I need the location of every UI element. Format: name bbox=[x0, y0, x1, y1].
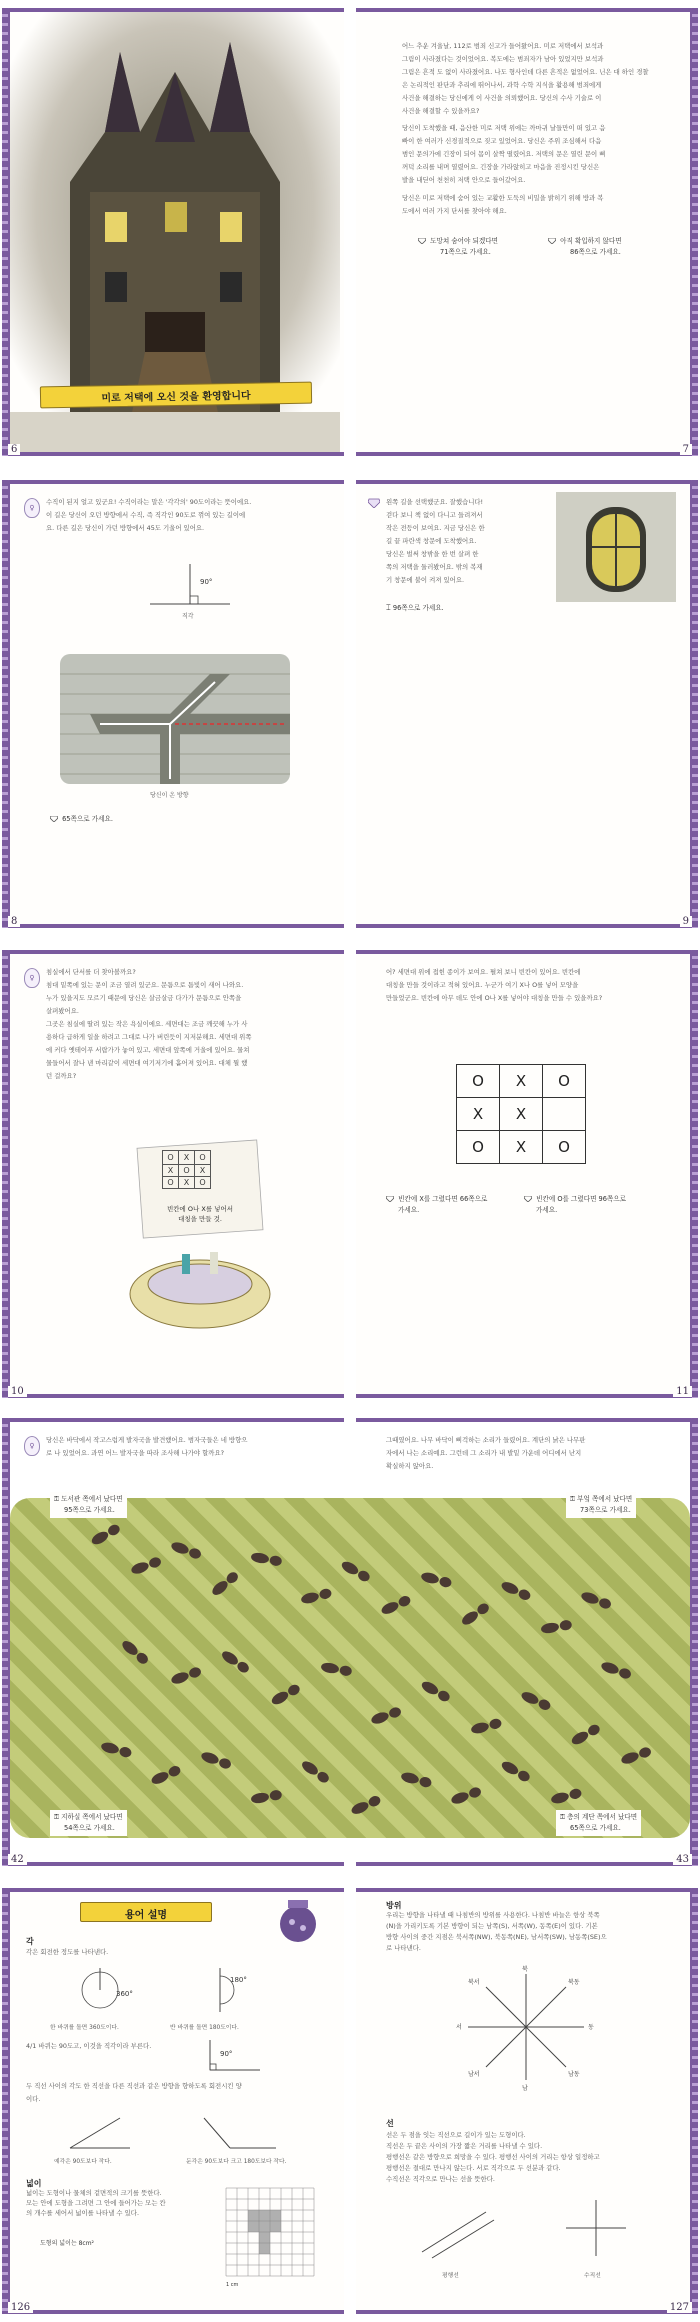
choice-library-line2: 95쪽으로 가세요. bbox=[64, 1506, 115, 1514]
key-icon: ⚿ bbox=[560, 1813, 566, 1821]
text-line: 이 길은 당신이 오던 방향에서 수직, 즉 직각인 90도로 꺾여 있는 길이에 bbox=[46, 511, 246, 519]
area-grid-diagram bbox=[206, 2184, 326, 2294]
text-line: 직선은 두 끝은 사이의 가장 짧은 거리를 나타낼 수 있다. bbox=[386, 2142, 543, 2150]
glossary-title-banner bbox=[80, 1902, 212, 1922]
page-number: 7 bbox=[680, 444, 692, 455]
page-number: 10 bbox=[8, 1386, 27, 1397]
text-line: 어느 추운 겨울날, 112로 범죄 신고가 들어왔어요. 미로 저택에서 보석과 bbox=[402, 42, 604, 50]
text-line: 확실하지 않아요. bbox=[386, 1462, 434, 1470]
paper-symmetry-grid bbox=[162, 1150, 211, 1189]
choice-continue[interactable] bbox=[548, 236, 668, 258]
text-line: 걷다 보니 책 없이 다니고 들려져서 bbox=[386, 511, 483, 519]
text-line: 대칭을 만들 것이라고 적혀 있어요. 누군가 여기 X나 O를 넣어 모양을 bbox=[386, 981, 579, 989]
text-line: 평행선은 같은 방향으로 희망을 수 있다. 평행선 사이의 거리는 항상 일정하고 bbox=[386, 2153, 600, 2161]
term-direction: 방위 bbox=[386, 1901, 402, 1910]
choice-stairs-line2: 65쪽으로 가세요. bbox=[570, 1824, 621, 1832]
text-line: 물들어서 잘나 낸 마리같이 세면대 여기저기에 흩어져 있어요. 대체 뭘 했 bbox=[46, 1059, 248, 1067]
shaded-cell bbox=[259, 2221, 270, 2232]
choice-o-line1: 빈칸에 O를 그렸다면 96쪽으로 bbox=[536, 1195, 627, 1203]
choice-x-line1: 빈칸에 X를 그렸다면 66쪽으로 bbox=[398, 1195, 488, 1203]
text-line: 모는 안에 도형을 그려면 그 안에 들어가는 모는 칸 bbox=[26, 2199, 166, 2207]
text-line: 범인 문의가에 긴장이 되어 몸이 살짝 떨렸어요. 저택의 문은 열린 문이 삐 bbox=[402, 150, 606, 158]
choice-library-line1: 도서관 쪽에서 났다면 bbox=[61, 1495, 123, 1503]
perpendicular-lines-diagram bbox=[556, 2198, 636, 2258]
paper-note-line: 대칭을 만들 것. bbox=[178, 1215, 222, 1223]
grid-cell: X bbox=[457, 1098, 500, 1131]
shaded-cell bbox=[259, 2210, 270, 2221]
grid-cell: O bbox=[543, 1131, 586, 1164]
text-line: 선은 두 점을 잇는 직선으로 길이가 있는 도형이다. bbox=[386, 2131, 526, 2139]
line-text bbox=[386, 2130, 676, 2185]
page-number: 43 bbox=[673, 1854, 692, 1865]
page-11 bbox=[356, 950, 694, 1398]
choice-x[interactable] bbox=[386, 1194, 516, 1216]
page-126 bbox=[6, 1888, 344, 2314]
mission-paragraph bbox=[402, 192, 672, 218]
magnifier-badge-icon: ♀ bbox=[24, 498, 40, 518]
choice-kitchen-line2: 73쪽으로 가세요. bbox=[580, 1506, 631, 1514]
text-line: 용하다 급하게 일을 하려고 그대로 나가 버린듯이 지저분해요. 세면대 위쪽 bbox=[46, 1033, 252, 1041]
grid-cell: O bbox=[195, 1177, 211, 1189]
grid-cell: O bbox=[163, 1177, 179, 1189]
angle-90-label: 90° bbox=[200, 578, 213, 586]
shaded-cell bbox=[248, 2210, 259, 2221]
grid-cell: X bbox=[163, 1165, 179, 1177]
choice-go-96-text: 96쪽으로 가세요. bbox=[392, 604, 444, 612]
right-angle-diagram bbox=[130, 554, 250, 624]
parallel-lines-diagram bbox=[416, 2202, 496, 2262]
spread-corridor bbox=[0, 480, 700, 928]
caption-180: 반 바퀴를 돌면 180도이다. bbox=[170, 2025, 239, 2031]
text-line: 던 걸까요? bbox=[46, 1072, 77, 1080]
gem-icon bbox=[386, 1196, 394, 1202]
symmetry-paragraph bbox=[386, 966, 676, 1005]
gem-corner-icon bbox=[368, 498, 380, 508]
magnifier-badge-icon: ♀ bbox=[24, 1436, 40, 1456]
choice-o-line2: 가세요. bbox=[536, 1206, 558, 1214]
compass-se: 남동 bbox=[568, 2071, 580, 2078]
choice-continue-line1: 아직 확입하지 않다면 bbox=[560, 237, 622, 245]
text-line: 에 커다 옛테이푸 서랍가가 놓여 있고, 세면대 앞쪽에 거울에 있어요. 물쳐 bbox=[46, 1046, 250, 1054]
compass-e: 동 bbox=[588, 2024, 594, 2031]
choice-kitchen[interactable] bbox=[566, 1492, 636, 1518]
quarter-turn-text: 4/1 바퀴는 90도고, 이것을 직각이라 부른다. bbox=[26, 2042, 152, 2050]
choice-o[interactable] bbox=[524, 1194, 664, 1216]
text-line: 꺼덕 소리를 내며 열렸어요. 긴장을 가라앉히고 마음을 진정시킨 당신은 bbox=[402, 163, 600, 171]
blank-grid-cell[interactable] bbox=[543, 1098, 586, 1131]
text-line: 평행선은 절대로 만나지 않는다. 서로 직각으로 두 선분과 같다. bbox=[386, 2164, 561, 2172]
key-icon: ⚿ bbox=[54, 1813, 60, 1821]
paper-note bbox=[160, 1204, 240, 1224]
choice-basement-line1: 지하실 쪽에서 났다면 bbox=[61, 1813, 123, 1821]
text-line: 당신이 도착했을 때, 음산한 미로 저택 위에는 까마귀 날들만이 떠 있고 음 bbox=[402, 124, 606, 132]
text-line: 넓이는 도형이나 물체의 겉면적의 크기를 뜻한다. bbox=[26, 2189, 162, 2197]
text-line: 요. 다른 길은 당신이 가던 방향에서 45도 기울어 있어요. bbox=[46, 524, 205, 532]
grid-cell: O bbox=[543, 1065, 586, 1098]
spread-mansion-intro bbox=[0, 8, 700, 456]
glossary-title: 용어 설명 bbox=[124, 1910, 168, 1921]
shaded-cell bbox=[270, 2210, 281, 2221]
term-area: 넓이 bbox=[26, 2179, 42, 2188]
choice-stairs-line1: 층의 계단 쪽에서 났다면 bbox=[567, 1813, 638, 1821]
caption-parallel: 평행선 bbox=[442, 2273, 459, 2279]
choice-hide-line1: 도망쳐 숨어야 되겠다면 bbox=[430, 237, 498, 245]
bathroom-paragraph bbox=[46, 966, 336, 1083]
page-7 bbox=[356, 8, 694, 456]
key-icon: ⚿ bbox=[570, 1495, 576, 1503]
shaded-cell bbox=[259, 2232, 270, 2243]
text-line: 이다. bbox=[26, 2095, 41, 2103]
grid-cell: O bbox=[457, 1131, 500, 1164]
unit-label: 1 cm bbox=[226, 2282, 239, 2288]
text-line: 작은 전등이 보여요. 지금 당신은 한 bbox=[386, 524, 485, 532]
choice-kitchen-line1: 부엌 쪽에서 났다면 bbox=[577, 1495, 633, 1503]
gem-icon bbox=[418, 238, 426, 244]
compass-ne: 북동 bbox=[568, 1979, 580, 1986]
page-8 bbox=[6, 480, 344, 928]
caption-acute: 예각은 90도보다 작다. bbox=[54, 2159, 112, 2165]
corridor-map-illustration bbox=[60, 654, 290, 784]
text-line: 은 논리적인 판단과 추리에 뛰어나서, 과학 수학 지식을 활용해 범죄에게 bbox=[402, 81, 602, 89]
grid-cell: X bbox=[500, 1098, 543, 1131]
angle-definition: 각은 회전한 정도를 나타낸다. bbox=[26, 1948, 109, 1956]
gem-icon bbox=[524, 1196, 532, 1202]
compass-rose-diagram bbox=[446, 1962, 606, 2092]
text-line: (N)을 가리키도록 기본 방향이 되는 남쪽(S), 서쪽(W), 동쪽(E)이 있다. 기본 bbox=[386, 1922, 598, 1930]
text-line: 의 개수를 세어서 넓이를 나타낼 수 있다. bbox=[26, 2209, 139, 2217]
text-line: 왼쪽 길을 선택했군요. 잘했습니다! bbox=[386, 498, 484, 506]
grid-cell: O bbox=[179, 1165, 195, 1177]
text-line: 침실에서 단서를 더 찾아볼까요? bbox=[46, 968, 136, 976]
text-line: 사건을 해결하는 당신에게 이 사건을 의뢰했어요. 당신의 수사 기술로 이 bbox=[402, 94, 602, 102]
caption-perpendicular: 수직선 bbox=[584, 2273, 601, 2279]
choice-go-65[interactable] bbox=[50, 814, 113, 825]
page-number: 6 bbox=[8, 444, 20, 455]
choice-hide-line2: 71쪽으로 가세요. bbox=[440, 248, 491, 256]
label-180: 180° bbox=[230, 1976, 247, 1984]
lit-window-illustration bbox=[556, 492, 676, 602]
choice-basement-line2: 54쪽으로 가세요. bbox=[64, 1824, 115, 1832]
page-number: 11 bbox=[673, 1386, 692, 1397]
compass-s: 남 bbox=[522, 2085, 528, 2092]
acute-angle-diagram bbox=[60, 2112, 140, 2152]
text-line: 당신은 바닥에서 작고스럽게 발자국을 발견했어요. 범자국들은 네 방향으 bbox=[46, 1436, 248, 1444]
paper-note-line: 빈칸에 O나 X를 넣어서 bbox=[167, 1205, 233, 1213]
obtuse-angle-diagram bbox=[200, 2112, 280, 2152]
page-43 bbox=[356, 1418, 694, 1866]
direction-text bbox=[386, 1910, 676, 1954]
text-line: 살펴봤어요. bbox=[46, 1007, 79, 1015]
choice-x-line2: 가세요. bbox=[398, 1206, 420, 1214]
text-line: 쪽의 저택을 둘러봤어요. 밖의 복재 bbox=[386, 563, 483, 571]
label-360: 360° bbox=[116, 1990, 133, 1998]
creak-paragraph bbox=[386, 1434, 676, 1473]
symmetry-grid bbox=[456, 1064, 586, 1164]
page-number: 127 bbox=[667, 2302, 692, 2313]
text-line: 두 직선 사이의 각도 한 직선을 다른 직선과 같은 방향을 향하도록 회전시킨 양 bbox=[26, 2082, 242, 2090]
term-angle: 각 bbox=[26, 1937, 34, 1946]
grid-cell: O bbox=[195, 1151, 211, 1165]
text-line: 로 나 있었어요. 과연 어느 발자국을 따라 조사해 나가야 할까요? bbox=[46, 1449, 225, 1457]
spread-glossary bbox=[0, 1888, 700, 2314]
gem-icon bbox=[50, 816, 58, 822]
choice-basement[interactable] bbox=[50, 1810, 127, 1836]
choice-hide[interactable] bbox=[418, 236, 538, 258]
compass-w: 서 bbox=[456, 2024, 462, 2031]
compass-n: 북 bbox=[522, 1966, 528, 1973]
page-42 bbox=[6, 1418, 344, 1866]
welcome-banner-text: 미로 저택에 오신 것을 환영합니다 bbox=[101, 390, 251, 405]
arrival-paragraph bbox=[402, 122, 672, 187]
choice-continue-line2: 86쪽으로 가세요. bbox=[570, 248, 621, 256]
text-line: 당신은 벌써 창밖을 한 번 살펴 한 bbox=[386, 550, 479, 558]
magnifier-badge-icon: ♀ bbox=[24, 968, 40, 988]
grid-cell: X bbox=[500, 1131, 543, 1164]
rotation-example-text bbox=[26, 2080, 326, 2106]
text-line: 그림은 흔적 도 없이 사라졌어요. 나도 형사인데 다른 흔적은 없었어요. 닌은 대 하인 경찰 bbox=[402, 68, 649, 76]
shaded-cell bbox=[259, 2243, 270, 2254]
text-line: 길 끝 파란색 창문에 도착했어요. bbox=[386, 537, 477, 545]
text-line: 침대 밑쪽에 있는 문이 조금 열려 있군요. 문틈으로 틈빛이 새어 나와요. bbox=[46, 981, 244, 989]
grid-cell: O bbox=[457, 1065, 500, 1098]
page-6 bbox=[6, 8, 344, 456]
choice-go-96[interactable] bbox=[386, 602, 444, 614]
text-line: 수직이 된지 얼고 있군요! 수직이라는 말은 '각각의' 90도이라는 뜻이에요. bbox=[46, 498, 252, 506]
text-line: 로 나타낸다. bbox=[386, 1944, 421, 1952]
text-line: 빠이 한 여러가 신경질적으로 짖고 있었어요. 당신은 주위 조심해서 다음 bbox=[402, 137, 602, 145]
compass-nw: 북서 bbox=[468, 1979, 480, 1986]
gem-icon bbox=[548, 238, 556, 244]
caption-360: 한 바퀴를 돌면 360도이다. bbox=[50, 2025, 119, 2031]
spread-bathroom bbox=[0, 950, 700, 1398]
page-number: 42 bbox=[8, 1854, 27, 1865]
text-line: 수직선은 직각으로 만나는 선을 뜻한다. bbox=[386, 2175, 495, 2183]
compass-sw: 남서 bbox=[468, 2071, 480, 2078]
spread-footprints bbox=[0, 1418, 700, 1866]
text-line: 그곳은 침실에 딸려 있는 작은 욕실이에요. 세면대는 조금 깨끗해 누가 사 bbox=[46, 1020, 248, 1028]
text-line: 그때였어요. 나무 바닥이 삐걱하는 소리가 들렸어요. 계단의 낡은 나무판 bbox=[386, 1436, 586, 1444]
text-line: 그림이 사라졌다는 것이었어요. 복도에는 범죄자가 남아 있었지만 보석과 bbox=[402, 55, 604, 63]
full-turn-diagram bbox=[60, 1962, 140, 2018]
text-line: 발을 내딛어 천천히 저택 안으로 들어갔어요. bbox=[402, 176, 526, 184]
vase-icon bbox=[276, 1896, 320, 1944]
shaded-cell bbox=[270, 2221, 281, 2232]
quarter-turn-diagram bbox=[190, 2036, 270, 2076]
choice-stairs[interactable] bbox=[556, 1810, 641, 1836]
grid-cell: X bbox=[195, 1165, 211, 1177]
choice-go-65-text: 65쪽으로 가세요. bbox=[62, 815, 113, 823]
text-line: 어? 세면대 위에 접힌 종이가 보여요. 펼쳐 보니 빈칸이 있어요. 빈칸에 bbox=[386, 968, 581, 976]
text-line: 사건을 해결할 수 있을까요? bbox=[402, 107, 480, 115]
grid-cell: O bbox=[163, 1151, 179, 1165]
key-icon: ⚿ bbox=[54, 1495, 60, 1503]
page-number: 9 bbox=[680, 916, 692, 927]
page-9 bbox=[356, 480, 694, 928]
text-line: 기 창문에 불이 켜져 있어요. bbox=[386, 576, 465, 584]
page-10 bbox=[6, 950, 344, 1398]
page-number: 8 bbox=[8, 916, 20, 927]
grid-cell: X bbox=[500, 1065, 543, 1098]
angle-caption: 직각 bbox=[182, 613, 194, 620]
area-answer: 도형의 넓이는 8cm² bbox=[40, 2240, 94, 2247]
map-caption: 당신이 온 방향 bbox=[150, 792, 189, 799]
pin-icon: ⌶ bbox=[386, 603, 391, 612]
text-line: 만들었군요. 빈칸에 아무 데도 안에 O나 X를 넣어야 대칭을 만들 수 있을까요? bbox=[386, 994, 603, 1002]
text-line: 우리는 방향을 나타낼 때 나침반의 방위를 사용한다. 나침반 바늘은 항상 북쪽 bbox=[386, 1911, 600, 1919]
intro-paragraph bbox=[402, 40, 672, 118]
page-number: 126 bbox=[8, 2302, 33, 2313]
footprint-paragraph bbox=[46, 1434, 336, 1460]
choice-library[interactable] bbox=[50, 1492, 127, 1518]
text-line: 누가 있을지도 모르기 때문에 당신은 살금살금 다가가 문틈으로 안쪽을 bbox=[46, 994, 242, 1002]
text-line: 방향 사이의 중간 지점은 북서쪽(NW), 북동쪽(NE), 남서쪽(SW), 남동쪽(SE)으 bbox=[386, 1933, 607, 1941]
perpendicular-paragraph bbox=[46, 496, 336, 535]
label-90: 90° bbox=[220, 2050, 233, 2058]
area-text bbox=[26, 2188, 176, 2218]
page-127 bbox=[356, 1888, 694, 2314]
term-line: 선 bbox=[386, 2119, 394, 2128]
text-line: 자에서 나는 소리예요. 그런데 그 소리가 내 발밑 가운데 어디에서 난지 bbox=[386, 1449, 582, 1457]
shaded-cell bbox=[248, 2221, 259, 2232]
grid-cell: X bbox=[179, 1151, 195, 1165]
text-line: 당신은 미로 저택에 숨어 있는 교활한 도둑의 비밀을 밝히기 위해 방과 복 bbox=[402, 194, 604, 202]
text-line: 도에서 여러 가지 단서를 찾아야 해요. bbox=[402, 207, 507, 215]
grid-cell: X bbox=[179, 1177, 195, 1189]
caption-obtuse: 둔각은 90도보다 크고 180도보다 작다. bbox=[186, 2159, 287, 2165]
half-turn-diagram bbox=[180, 1962, 260, 2018]
window-paragraph bbox=[386, 496, 546, 587]
